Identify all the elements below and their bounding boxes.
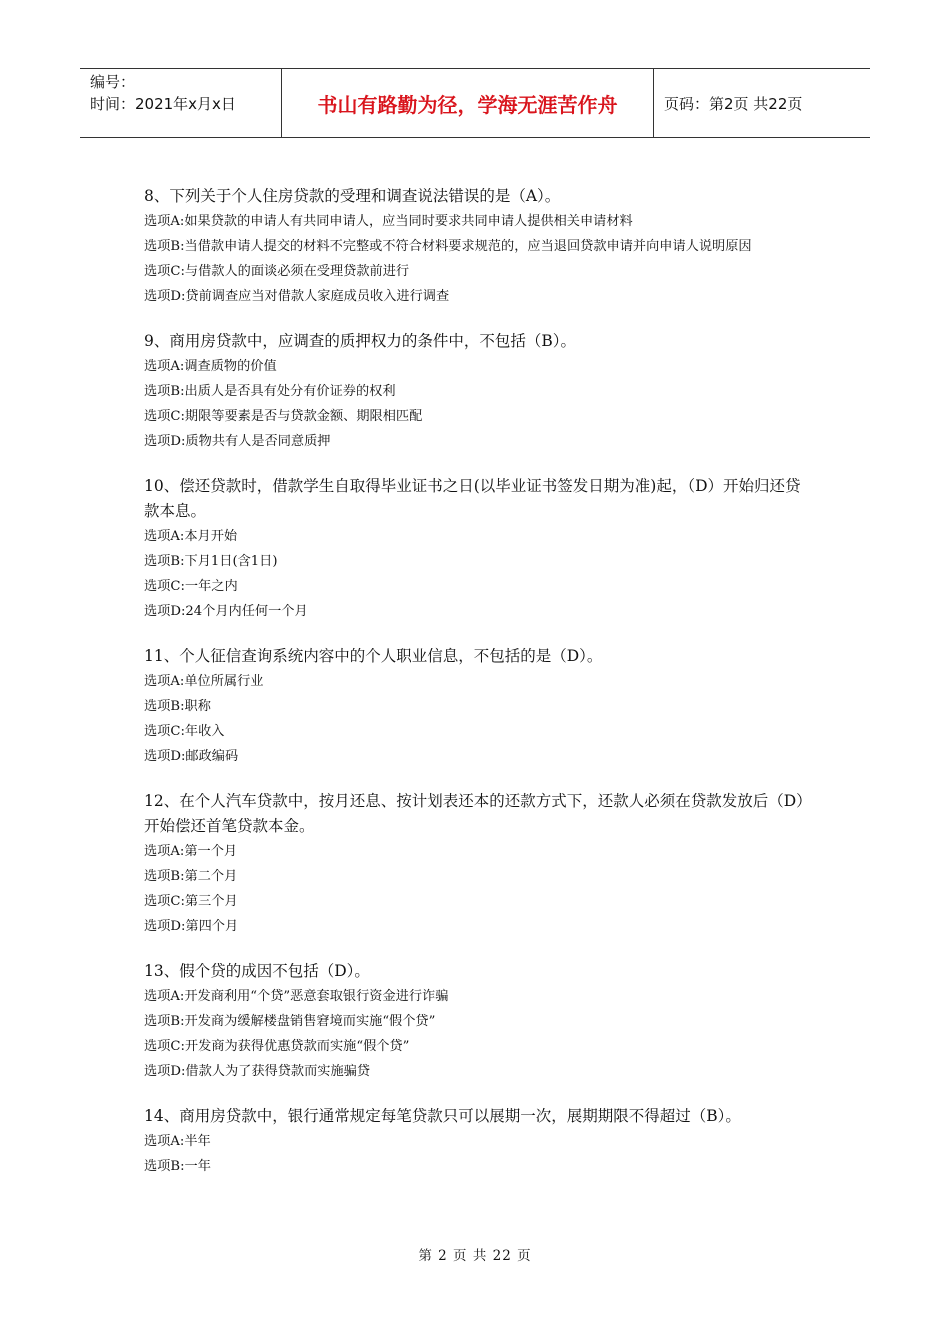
- question-text: 14、商用房贷款中，银行通常规定每笔贷款只可以展期一次，展期期限不得超过（B）。: [144, 1107, 741, 1125]
- question-text: 9、商用房贷款中，应调查的质押权力的条件中，不包括（B）。: [144, 332, 577, 350]
- answer-option: 选项A:半年: [144, 1134, 211, 1149]
- question-text: 10、偿还贷款时，借款学生自取得毕业证书之日(以毕业证书签发日期为准)起，（D）开始归还贷款本息。: [144, 477, 801, 520]
- question-text: 11、个人征信查询系统内容中的个人职业信息，不包括的是（D）。: [144, 647, 603, 665]
- question-block: [144, 329, 804, 454]
- header-time: 时间：2021年x月x日: [90, 95, 236, 113]
- question-text: 13、假个贷的成因不包括（D）。: [144, 962, 370, 980]
- question-block: [144, 644, 804, 769]
- answer-option: 选项A:第一个月: [144, 844, 238, 859]
- header-motto: 书山有路勤为径，学海无涯苦作舟: [282, 69, 654, 137]
- answer-option: 选项C:期限等要素是否与贷款金额、期限相匹配: [144, 409, 423, 424]
- question-block: [144, 789, 804, 939]
- question-block: [144, 474, 804, 624]
- answer-option: 选项A:如果贷款的申请人有共同申请人，应当同时要求共同申请人提供相关申请材料: [144, 214, 633, 229]
- answer-option: 选项D:邮政编码: [144, 749, 239, 764]
- answer-option: 选项B:出质人是否具有处分有价证券的权利: [144, 384, 396, 399]
- page-header: [80, 68, 870, 138]
- answer-option: 选项A:开发商利用“个贷”恶意套取银行资金进行诈骗: [144, 989, 449, 1004]
- header-number: 编号：: [90, 73, 136, 91]
- question-text: 12、在个人汽车贷款中，按月还息、按计划表还本的还款方式下，还款人必须在贷款发放后（D）开始偿还首笔贷款本金。: [144, 792, 804, 835]
- answer-option: 选项A:单位所属行业: [144, 674, 264, 689]
- answer-option: 选项C:一年之内: [144, 579, 238, 594]
- answer-option: 选项C:第三个月: [144, 894, 238, 909]
- answer-option: 选项B:第二个月: [144, 869, 238, 884]
- answer-option: 选项D:24个月内任何一个月: [144, 604, 308, 619]
- answer-option: 选项B:下月1日(含1日): [144, 554, 278, 569]
- page-footer: 第 2 页 共 22 页: [418, 1248, 532, 1264]
- question-text: 8、下列关于个人住房贷款的受理和调查说法错误的是（A）。: [144, 187, 561, 205]
- question-block: [144, 959, 804, 1084]
- answer-option: 选项A:本月开始: [144, 529, 238, 544]
- answer-option: 选项A:调查质物的价值: [144, 359, 277, 374]
- answer-option: 选项D:第四个月: [144, 919, 239, 934]
- header-meta: [80, 69, 282, 137]
- answer-option: 选项B:职称: [144, 699, 211, 714]
- answer-option: 选项D:借款人为了获得贷款而实施骗贷: [144, 1064, 371, 1079]
- answer-option: 选项C:年收入: [144, 724, 225, 739]
- question-list: [144, 184, 804, 1199]
- question-block: [144, 184, 804, 309]
- answer-option: 选项C:与借款人的面谈必须在受理贷款前进行: [144, 264, 410, 279]
- answer-option: 选项C:开发商为获得优惠贷款而实施“假个贷”: [144, 1039, 410, 1054]
- header-page-number: 页码：第2页 共22页: [664, 94, 803, 113]
- answer-option: 选项B:开发商为缓解楼盘销售窘境而实施“假个贷”: [144, 1014, 436, 1029]
- question-block: [144, 1104, 804, 1179]
- answer-option: 选项B:一年: [144, 1159, 211, 1174]
- answer-option: 选项D:质物共有人是否同意质押: [144, 434, 331, 449]
- answer-option: 选项B:当借款申请人提交的材料不完整或不符合材料要求规范的，应当退回贷款申请并向申请人说明原因: [144, 239, 752, 254]
- answer-option: 选项D:贷前调查应当对借款人家庭成员收入进行调查: [144, 289, 450, 304]
